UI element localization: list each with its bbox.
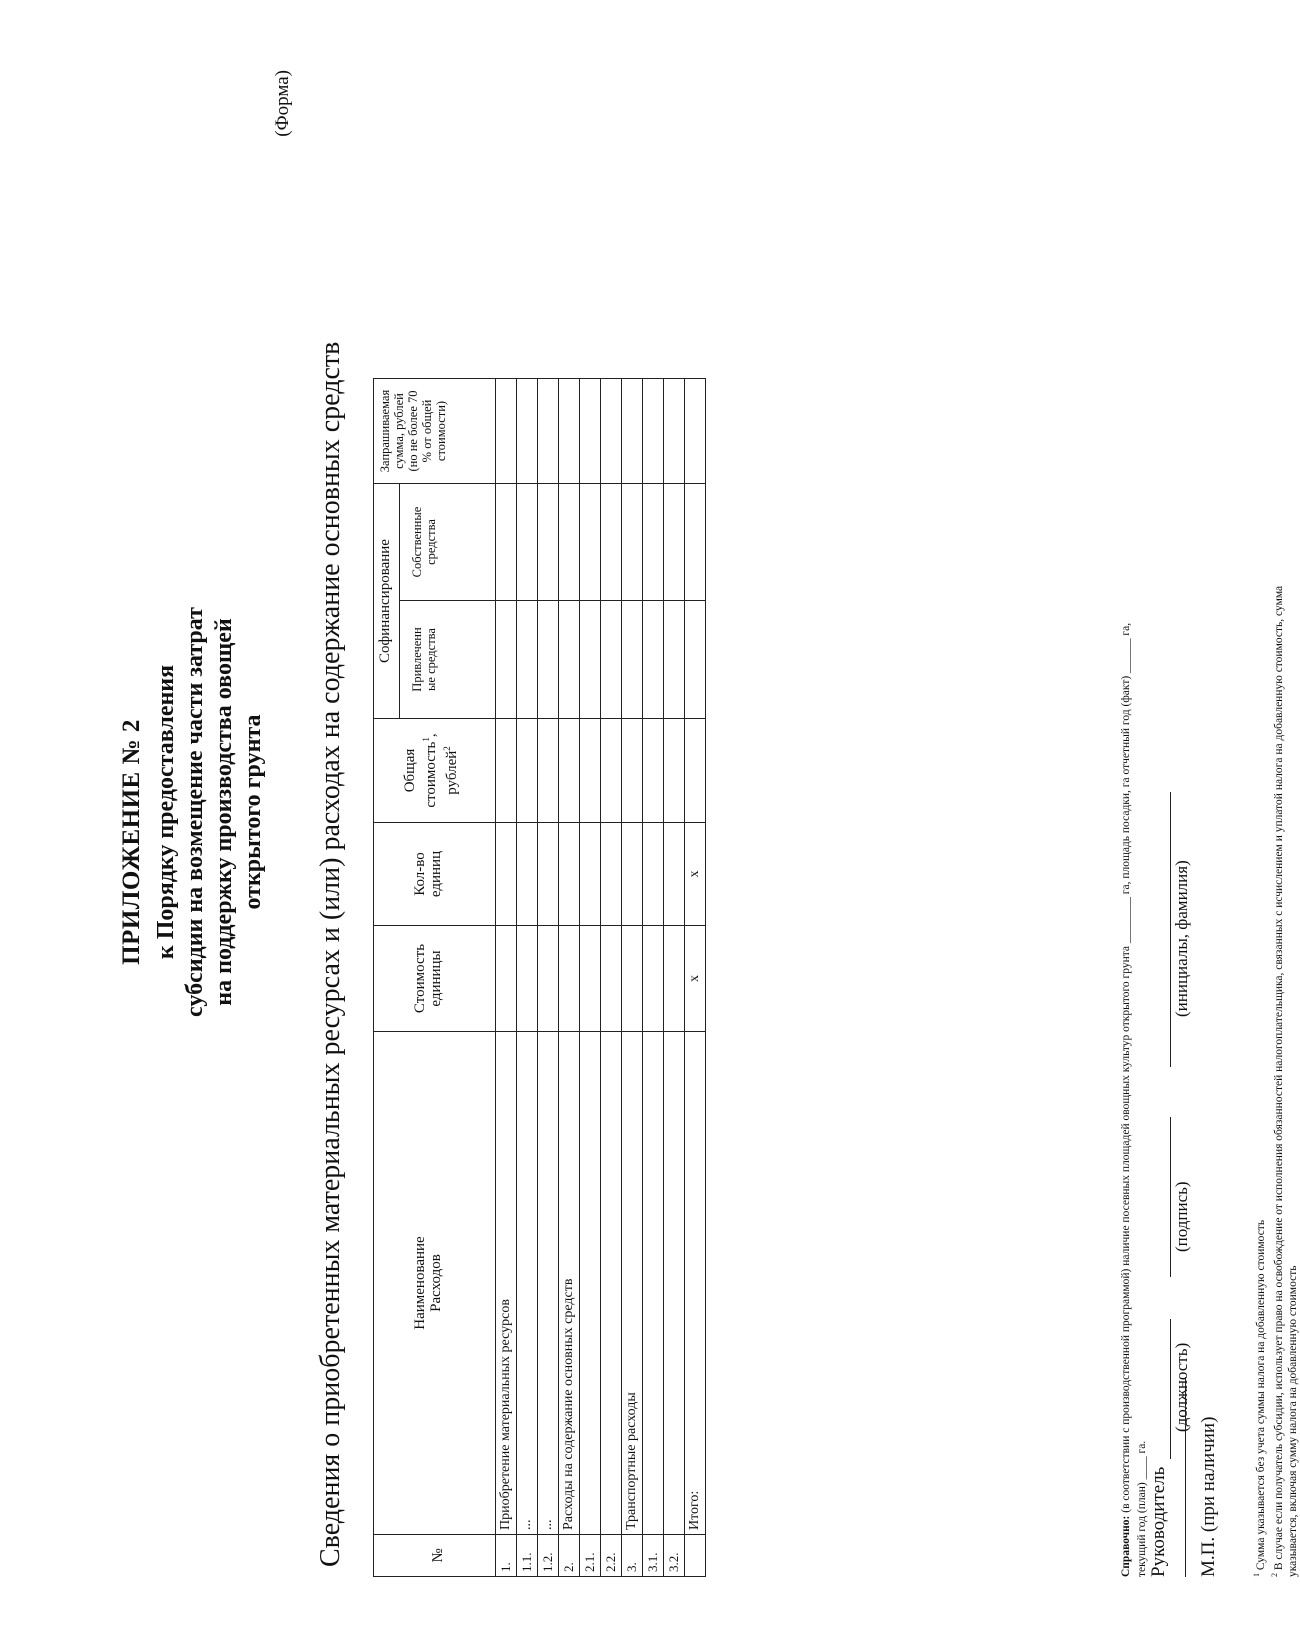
footnote-2-continuation: указывается, включая сумму налога на добавленную стоимость — [1286, 1265, 1299, 1577]
header-cofinancing: Софинансирование — [374, 484, 400, 719]
row-borrowed-funds-cell — [559, 601, 580, 719]
row-own-funds-cell — [622, 484, 643, 601]
subtitle-line: субсидии на возмещение части затрат — [182, 607, 208, 1017]
row-number-cell: 2.1. — [580, 1535, 601, 1577]
row-number-cell: 3. — [622, 1535, 643, 1577]
row-total-cost-cell — [517, 719, 538, 823]
header-unit-cost: Стоимость единицы — [374, 926, 496, 1032]
row-own-funds-cell — [559, 484, 580, 601]
footnotes — [1250, 57, 1300, 1577]
table-row — [601, 379, 622, 1577]
appendix-subtitle — [152, 212, 268, 1412]
seal-label: М.П. (при наличии) — [1198, 1416, 1219, 1577]
head-label: Руководитель — [1148, 1466, 1169, 1577]
row-name-cell — [580, 1032, 601, 1535]
form-label: (Форма) — [272, 70, 293, 137]
row-quantity-cell — [496, 823, 517, 926]
row-own-funds-cell — [601, 484, 622, 601]
row-number-cell: 3.1. — [643, 1535, 664, 1577]
row-quantity-cell — [538, 823, 559, 926]
row-number-cell: 1.1. — [517, 1535, 538, 1577]
row-borrowed-funds-cell — [601, 601, 622, 719]
header-number: № — [374, 1535, 496, 1577]
header-quantity: Кол-во единиц — [374, 823, 496, 926]
row-name-cell — [601, 1032, 622, 1535]
position-caption: (должность) — [1172, 1342, 1191, 1432]
subtitle-line: открытого грунта — [240, 714, 266, 910]
row-own-funds-cell — [517, 484, 538, 601]
subtitle-line: на поддержку производства овощей — [211, 618, 237, 1006]
row-requested-amount-cell — [538, 379, 559, 484]
row-borrowed-funds-cell — [517, 601, 538, 719]
row-number-cell: 1. — [496, 1535, 517, 1577]
subtitle-line: к Порядку предоставления — [153, 664, 179, 960]
row-quantity-cell — [559, 823, 580, 926]
row-quantity-cell: х — [685, 823, 706, 926]
row-unit-cost-cell — [664, 926, 685, 1032]
row-name-cell — [643, 1032, 664, 1535]
row-name-cell: Расходы на содержание основных средств — [559, 1032, 580, 1535]
row-unit-cost-cell — [496, 926, 517, 1032]
row-borrowed-funds-cell — [685, 601, 706, 719]
row-total-cost-cell — [664, 719, 685, 823]
row-unit-cost-cell — [622, 926, 643, 1032]
row-unit-cost-cell — [517, 926, 538, 1032]
row-borrowed-funds-cell — [664, 601, 685, 719]
row-quantity-cell — [601, 823, 622, 926]
row-borrowed-funds-cell — [496, 601, 517, 719]
row-quantity-cell — [517, 823, 538, 926]
row-quantity-cell — [580, 823, 601, 926]
row-unit-cost-cell — [601, 926, 622, 1032]
table-row — [538, 379, 559, 1577]
row-name-cell: Итого: — [685, 1032, 706, 1535]
signature-caption: (подпись) — [1172, 1181, 1191, 1252]
table-row — [622, 379, 643, 1577]
header-own-funds: Собственные средства — [400, 484, 496, 601]
reference-note — [1118, 77, 1150, 1577]
table-row — [517, 379, 538, 1577]
row-number-cell — [685, 1535, 706, 1577]
row-name-cell: Приобретение материальных ресурсов — [496, 1032, 517, 1535]
row-name-cell: ... — [517, 1032, 538, 1535]
row-borrowed-funds-cell — [538, 601, 559, 719]
row-name-cell: ... — [538, 1032, 559, 1535]
reference-lead: Справочно: — [1120, 1515, 1132, 1577]
row-number-cell: 1.2. — [538, 1535, 559, 1577]
row-quantity-cell — [664, 823, 685, 926]
row-own-funds-cell — [664, 484, 685, 601]
table-row — [496, 379, 517, 1577]
row-own-funds-cell — [496, 484, 517, 601]
form-heading: Сведения о приобретенных материальных ресурсах и (или) расходах на содержание основных средств — [315, 341, 346, 1567]
row-unit-cost-cell: х — [685, 926, 706, 1032]
row-total-cost-cell — [601, 719, 622, 823]
position-line — [1170, 1319, 1171, 1459]
row-requested-amount-cell — [622, 379, 643, 484]
row-own-funds-cell — [538, 484, 559, 601]
appendix-title: ПРИЛОЖЕНИЕ № 2 — [118, 719, 145, 965]
row-total-cost-cell — [685, 719, 706, 823]
row-own-funds-cell — [580, 484, 601, 601]
table-row — [643, 379, 664, 1577]
row-total-cost-cell — [622, 719, 643, 823]
reference-text: текущий год (план) ____ га. — [1136, 1440, 1148, 1577]
row-own-funds-cell — [685, 484, 706, 601]
row-requested-amount-cell — [559, 379, 580, 484]
row-requested-amount-cell — [685, 379, 706, 484]
row-name-cell: Транспортные расходы — [622, 1032, 643, 1535]
row-total-cost-cell — [496, 719, 517, 823]
row-number-cell: 2. — [559, 1535, 580, 1577]
row-borrowed-funds-cell — [643, 601, 664, 719]
name-line — [1170, 792, 1171, 1067]
header-expense-name: Наименование Расходов — [374, 1032, 496, 1535]
footnote-divider — [1185, 1377, 1186, 1577]
row-requested-amount-cell — [601, 379, 622, 484]
row-total-cost-cell — [559, 719, 580, 823]
header-total-cost: Общая стоимость$^1$, рублей$^2$ — [374, 719, 496, 823]
row-unit-cost-cell — [559, 926, 580, 1032]
row-quantity-cell — [643, 823, 664, 926]
row-requested-amount-cell — [496, 379, 517, 484]
table-row — [580, 379, 601, 1577]
row-own-funds-cell — [643, 484, 664, 601]
row-number-cell: 3.2. — [664, 1535, 685, 1577]
footnote-2: $^2$ В случае если получатель субсидии, использует право на освобождение от исполнения обязанностей налогоплательщика, связанных с исчислением и уплатой налога на добавленную стоимость, сумма — [1269, 585, 1285, 1577]
row-name-cell — [664, 1032, 685, 1535]
expense-table — [373, 378, 706, 1577]
row-requested-amount-cell — [517, 379, 538, 484]
row-number-cell: 2.2. — [601, 1535, 622, 1577]
header-borrowed-funds: Привлеченн ые средства — [400, 601, 496, 719]
table-row — [685, 379, 706, 1577]
row-unit-cost-cell — [643, 926, 664, 1032]
row-total-cost-cell — [538, 719, 559, 823]
name-caption: (инициалы, фамилия) — [1172, 860, 1191, 1017]
row-requested-amount-cell — [643, 379, 664, 484]
row-total-cost-cell — [580, 719, 601, 823]
row-unit-cost-cell — [580, 926, 601, 1032]
row-requested-amount-cell — [580, 379, 601, 484]
row-borrowed-funds-cell — [622, 601, 643, 719]
row-total-cost-cell — [643, 719, 664, 823]
table-row — [664, 379, 685, 1577]
reference-text: (в соответствии с производственной программой) наличие посевных площадей овощных культур открытого грунта ________ га, площадь посадки, га отчетный год (факт) ______ га, — [1120, 622, 1132, 1516]
signature-line — [1170, 1117, 1171, 1277]
table-row — [559, 379, 580, 1577]
row-quantity-cell — [622, 823, 643, 926]
row-unit-cost-cell — [538, 926, 559, 1032]
footnote-1: $^1$ Сумма указывается без учета суммы налога на добавленную стоимость — [1252, 1219, 1267, 1577]
header-requested-amount: Запрашиваемая сумма, рублей (но не более 70 % от общей стоимости) — [374, 379, 496, 484]
row-borrowed-funds-cell — [580, 601, 601, 719]
row-requested-amount-cell — [664, 379, 685, 484]
